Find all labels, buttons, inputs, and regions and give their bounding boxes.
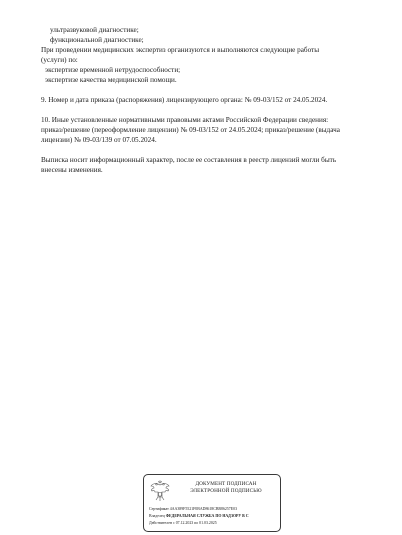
text-line: лицензии) № 09-03/139 от 07.05.2024.: [41, 136, 157, 144]
text-line: экспертизе временной нетрудоспособности;: [45, 66, 181, 74]
text-line: (услуги) по:: [41, 56, 78, 64]
text-line: приказ/решение (переоформление лицензии) № 09-03/152 от 24.05.2024; приказ/решение (выдача: [41, 126, 340, 134]
stamp-subtitle: ЭЛЕКТРОННОЙ ПОДПИСЬЮ: [190, 488, 262, 494]
text-line: ультразвуковой диагностике;: [50, 26, 139, 34]
electronic-signature-stamp: [143, 474, 281, 532]
text-line: экспертизе качества медицинской помощи.: [45, 76, 177, 84]
coat-of-arms-icon: [149, 480, 171, 502]
text-line: При проведении медицинских экспертиз организуются и выполняются следующие работы: [41, 46, 320, 54]
certificate-number: Сертификат 4AA389F5521F0BAD8618CBB86257E03: [149, 507, 238, 511]
license-order-paragraph: 9. Номер и дата приказа (распоряжения) лицензирующего органа: № 09-03/152 от 24.05.2024.: [41, 96, 328, 104]
owner-label: Владелец: [149, 514, 165, 518]
certificate-validity: Действителен с 07.12.2023 по 01.03.2025: [149, 521, 217, 525]
disclaimer-paragraph: Выписка носит информационный характер, после ее составления в реестр лицензий могли быть: [41, 156, 337, 164]
certificate-owner: [149, 514, 249, 519]
other-info-paragraph: 10. Иные установленные нормативными правовыми актами Российской Федерации сведения:: [41, 116, 329, 124]
text-line: внесены изменения.: [41, 166, 103, 174]
owner-name: ФЕДЕРАЛЬНАЯ СЛУЖБА ПО НАДЗОРУ В С: [165, 514, 249, 518]
text-line: функциональной диагностике;: [50, 36, 144, 44]
stamp-title: ДОКУМЕНТ ПОДПИСАН: [195, 481, 257, 487]
